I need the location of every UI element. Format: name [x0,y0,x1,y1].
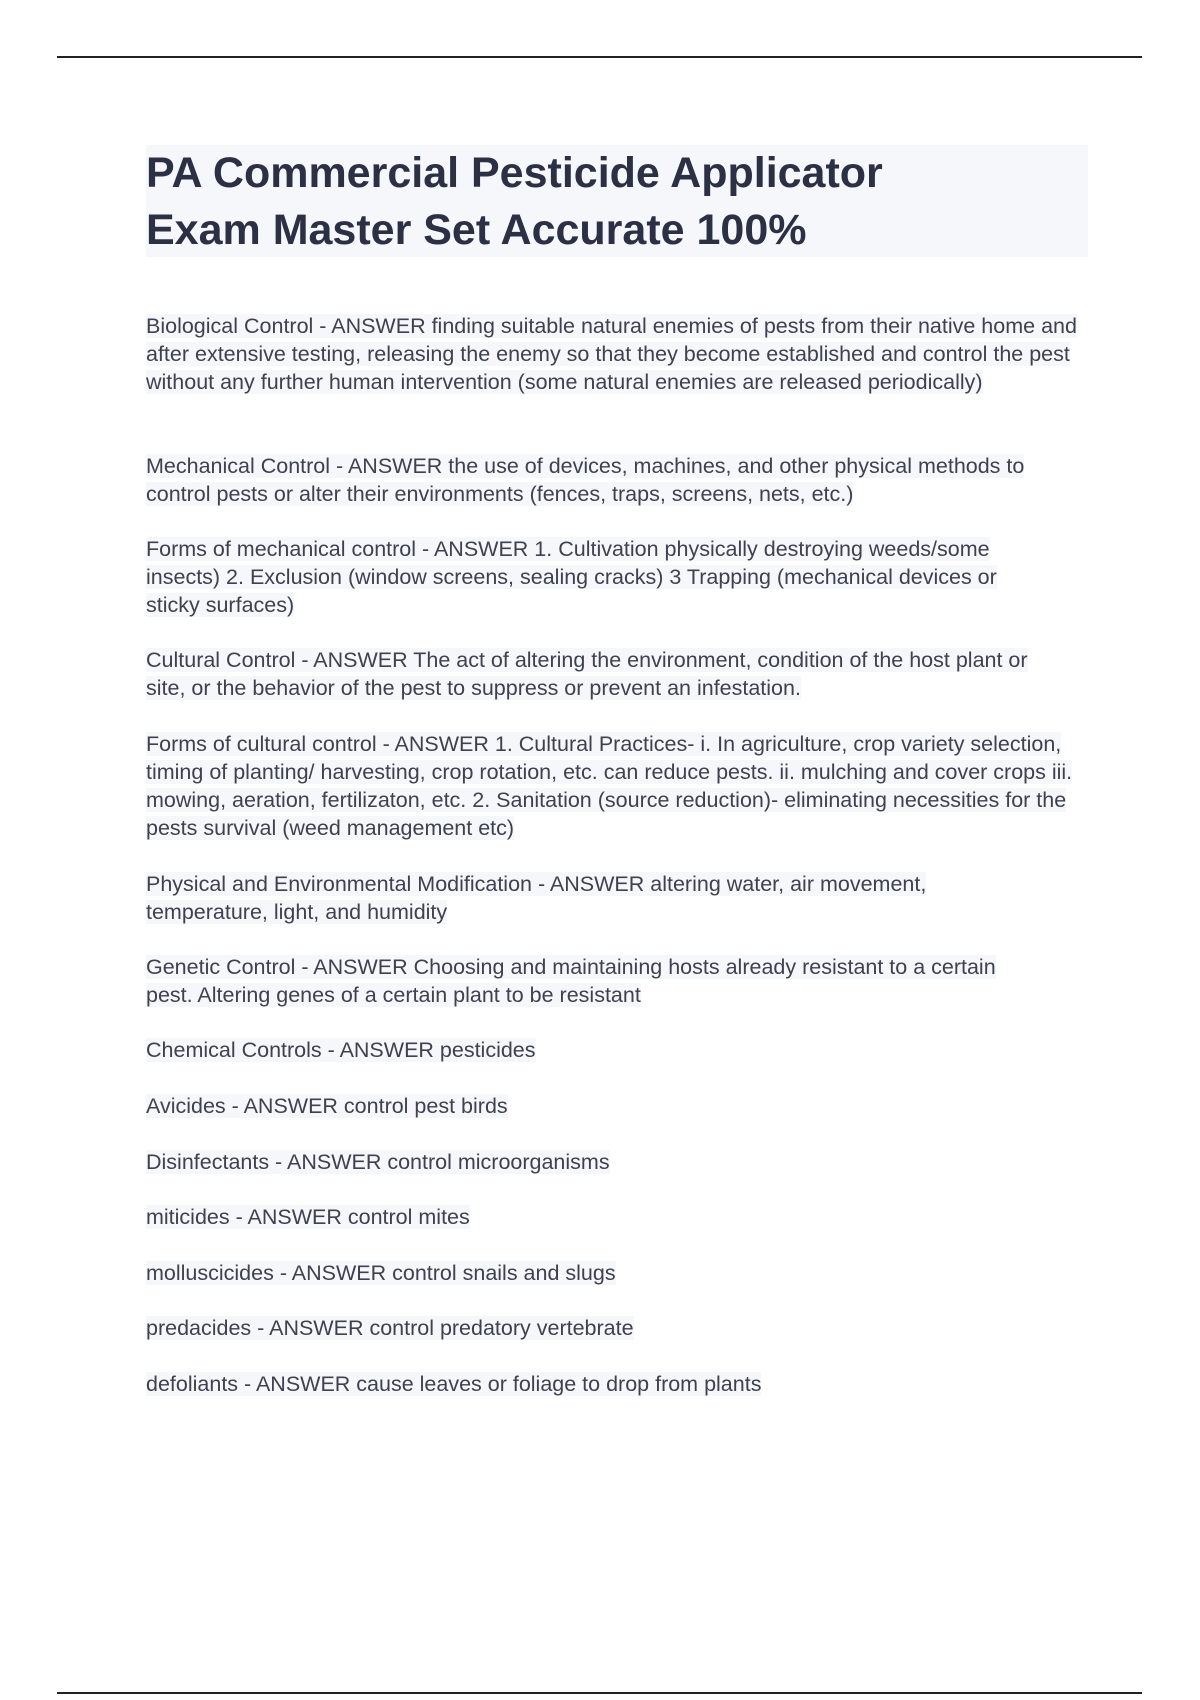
qa-entry [146,953,1036,1009]
qa-entry [146,646,1046,702]
qa-entry-text: miticides - ANSWER control mites [146,1205,470,1229]
qa-entry [146,535,1006,619]
qa-entry [146,312,1091,396]
bottom-rule [57,1692,1142,1694]
page-title [146,145,1088,257]
qa-entry-text: predacides - ANSWER control predatory vertebrate [146,1316,634,1340]
qa-entry [146,1036,1086,1064]
qa-entry-text: Physical and Environmental Modification - ANSWER altering water, air movement, temperature, light, and humidity [146,872,927,924]
title-line-1: PA Commercial Pesticide Applicator [146,149,883,197]
qa-entry [146,1148,1086,1176]
qa-entry-text: Biological Control - ANSWER finding suitable natural enemies of pests from their native home and after extensive testing, releasing the enemy so that they become established and control the pest without any further human intervention (some natural enemies are released periodically) [146,314,1077,394]
qa-entry-text: defoliants - ANSWER cause leaves or foliage to drop from plants [146,1372,762,1396]
qa-entry [146,730,1096,842]
qa-entry [146,1370,1086,1398]
qa-entry [146,1259,1086,1287]
qa-entry [146,1092,1086,1120]
qa-entry-text: Forms of cultural control - ANSWER 1. Cultural Practices- i. In agriculture, crop variety selection, timing of planting/ harvesting, crop rotation, etc. can reduce pests. ii. mulching and cover crops iii. mowing, aeration, fertilizaton, etc. 2. Sanitation (source reduction)- eliminating necessities for the pests survival (weed management etc) [146,732,1073,840]
qa-entry-text: Genetic Control - ANSWER Choosing and maintaining hosts already resistant to a certain pest. Altering genes of a certain plant to be resistant [146,955,996,1007]
qa-entry-text: Forms of mechanical control - ANSWER 1. Cultivation physically destroying weeds/some insects) 2. Exclusion (window screens, sealing cracks) 3 Trapping (mechanical devices or sticky surfaces) [146,537,997,617]
qa-entry [146,452,1051,508]
qa-entry-text: Cultural Control - ANSWER The act of altering the environment, condition of the host plant or site, or the behavior of the pest to suppress or prevent an infestation. [146,648,1028,700]
qa-entry [146,870,1026,926]
qa-entry-text: molluscicides - ANSWER control snails and slugs [146,1261,616,1285]
qa-entry-text: Disinfectants - ANSWER control microorganisms [146,1150,610,1174]
qa-entry-text: Avicides - ANSWER control pest birds [146,1094,508,1118]
qa-entry-text: Mechanical Control - ANSWER the use of devices, machines, and other physical methods to control pests or alter their environments (fences, traps, screens, nets, etc.) [146,454,1025,506]
top-rule [57,56,1142,58]
qa-entry-text: Chemical Controls - ANSWER pesticides [146,1038,536,1062]
qa-entry [146,1314,1086,1342]
title-line-2: Exam Master Set Accurate 100% [146,206,807,254]
qa-entry [146,1203,1086,1231]
